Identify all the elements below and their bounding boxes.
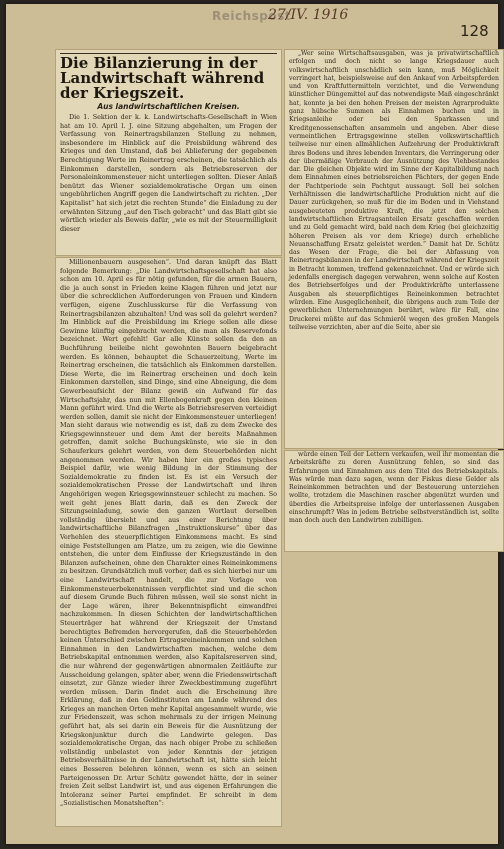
article-column-c: „Wer seine Wirtschaftsausgaben, was ja privatwirtschaftlich erfolgen und doch nicht so lange Kriegsdauer auch volkswirtschaftlich unschädlich sein kann, muß Möglichkeit verringert hat, beispielsweise auf den Ankauf von Arbeitspferden und von Kraftfuttermitteln verzichtet, und die Verwendung künstlicher Düngemittel auf das notwendigste Maß eingeschränkt hat, konnte ja bei den hohen Preisen der meisten Agrarprodukte ganz hübsche Summen als Einnahmen buchen und in Kriegsanleihe oder bei den Sparkassen und Kreditgenossenschaften ansammeln und angeben. Aber diese vermeintlichen Ertragsgewinne stellen volkswirtschaftlich teilweise nur einen allmählichen Aufzehrung der Produktivkraft ihres Bodens und ihres lebenden Inventars, die Verringerung oder der übermäßige Verbrauch der Ausnützung des Viehbestandes dar. Die gleichen Objekte wird im Sinne der Kapitalbildung nach dem Einnahmen eines betriebsreichen Pächters, der gegen Ende der Pachtperiode sein Pachtgut aussaugt. Soll bei solchen Verhältnissen die landwirtschaftliche Produktion nicht auf die Dauer zurückgehen, so muß für die im Boden und in Viehstand ausgebeuteten produktive Kraft, die jetzt den solchen landwirtschaftlichen Ertragsanteilen Ersatz geschaffen werden und zu Geld gemacht wird, bald nach dem Krieg (bei gleichzeitig höheren Preisen als vor dem Kriege) durch erhebliche Neuanschaffung Ersatz geleistet werden.“ Damit hat Dr. Schütz das Wesen der Frage, die bei der Abfassung von Reinertragsbilanzen in der Landwirtschaft während der Kriegszeit in Betracht kommen, treffend gekennzeichnet. Und er würde sich jedenfalls energisch dagegen verwahren, wenn solche auf Kosten des Betriebserfolges und der Produktivkräfte unterlassene Ausgaben als steuerpflichtiges Reineinkommen betrachtet würden. Eine Ausgeglichenheit, die übrigens auch zum Teile der gewerblichen Unternehmungen berührt, wäre für Fall, eine Druckerei müßte auf das Schmieröl wegen des großen Mangels teilweise verzichten, aber auf die Seite, aber sie <box>289 50 499 331</box>
article-title: Die Bilanzierung in der Landwirtschaft während der Kriegszeit. <box>60 53 277 101</box>
clipping-headline <box>55 49 282 256</box>
clipping-column-right-bottom <box>284 450 504 552</box>
newspaper-stamp: Reichspost <box>212 9 292 23</box>
page-number: 128 <box>460 22 489 40</box>
article-column-d: würde einen Teil der Lettern verkaufen, weil ihr momentan die Arbeitskräfte zu deren Ausnützung fehlen, so sind das Erfahrungen und Einnahmen aus dem Titel des Betriebskapitals. Was würde man dazu sagen, wenn der Fiskus diese Gelder als Reineinkommen betrachten und der Besteuerung unterziehen wollte, trotzdem die Maschinen rascher abgenützt wurden und überdies die Arbeitspreise infolge der unterlassenen Ausgaben einschrumpft? Was in jedem Betriebe selbstverständlich ist, sollte man doch auch den Landwirten zubilligen. <box>289 451 499 525</box>
handwritten-date: 27/IV. 1916 <box>268 7 349 23</box>
scrapbook-page <box>6 4 498 844</box>
clipping-column-left <box>55 257 282 827</box>
article-intro: Die 1. Sektion der k. k. Landwirtschafts-Gesellschaft in Wien hat am 10. April l. J. eine Sitzung abgehalten, um Fragen der Verfassung von Reinertragsbilanzen Stellung zu nehmen, insbesondere im Hinblick auf die Preisbildung während des Krieges und den Umstand, daß bei Ablieferung der gegebenen Berechtigung Werte im Reinertrag erscheinen, die tatsächlich als Einkommen darstellen, sondern als Betriebsreserven der Personaleinkommensteuer nicht unterliegen sollten. Dieser Anlaß benützt das Wiener sozialdemokratische Organ um einen ungebührlichen Angriff gegen die Landwirtschaft zu richten. „Der Kapitalist“ hat sich jetzt die rechten Stunde“ die Einladung zu der erwähnten Sitzung „auf den Tisch gebracht“ und das Blatt gibt sie wörtlich wieder als Beweis dafür, „wie es mit der Steuermilligkeit dieser <box>60 113 277 233</box>
article-column-b: Millionenbauern ausgesehen“. Und daran knüpft das Blatt folgende Bemerkung: „Die Landwirtschaftsgesellschaft hat also schon am 10. April es für nötig gefunden, für die armen Bauern, die ja auch sonst in Frieden keine Klagen führen und jetzt nur über die schrecklichen Aufforderungen von Frauen und Kindern verfügen, eigene Zuschlusskurse für die Verfassung von Reinertragsbilanzen abzuhalten! Und was soll da gelehrt werden? Im Hinblick auf die Preisbildung im Kriege sollen alle diese Gewinne künftig eingebracht werden, die man als Reservefonds bezeichnet. Wert gefehlt! Gar alle Künste sollen da den an Buchführung beileibe nicht gewohnten Bauern beigebracht werden. Es können, behauptet die Schauerzeitung, Werte im Reinertrag erscheinen, die tatsächlich als Einkommen darstellen. Diese Werte, die im Reinertrag erscheinen und doch kein Einkommen darstellen, sind Dinge, sind eine Abneigung, die dem Gewerbeaufsicht der Bilanz gewiß ein Aufwand für das Wirtschaftsjahr, das nun mit Ellenbogenkraft gegen den kleinen Mann geführt wird. Und die Werte als Betriebsreserven verteidigt werden sollen, damit sie nicht der Einkommensteuer unterliegen! Man sieht daraus wie notwendig es ist, daß zu dem Zwecke des Kriegsgewinnsteuer und dem Amt der bereits Maßnahmen getroffen, damit solche Buchungskünste, wie sie in den Schauferkurs gelehrt werden, von dem Steuerbehörden nicht angenommen werden. Wir haben hier ein großes typisches Beispiel dafür, wie wenig Bildung in der Stimmung der Sozialdemokratie zu finden ist. Es ist ein Versuch der sozialdemokratischen Presse der Landwirtschaft und ihren Angehörigen wegen Kriegsgewinnsteuer schlecht zu machen. So weit geht jenes Blatt darin, daß es den Zweck der Sitzungseinladung, sowie den ganzen Wortlaut derselben vollständig übersieht und aus einer Berichtung über landwirtschaftliche Bilanzfragen „Instruktionskurse“ über das Verhehlen des steuerpflichtigen Einkommens macht. Es sind einige Feststellungen am Platze, um zu zeigen, wie die Gewinne entstehen, die unter dem Einflusse der Kriegszustände in den Bilanzen aufscheinen, ohne den Charakter eines Reineinkommens zu besitzen. Grundsätzlich muß vorher, daß es sich hierbei nur um eine Landwirtschaft handelt, die zur Vorlage von Einkommensteuerbekenntnissen verpflichtet sind und die schon auf diesem Grunde Buch führen müssen, weil sie sonst nicht in der Lage wären, ihrer Bekenntnispflicht einwandfrei nachzukommen. In diesen Schichten der landwirtschaftlichen Steuerträger hat während der Kriegszeit der Umstand berechtigtes Befremden hervorgerufen, daß die Steuerbehörden keinen Unterschied zwischen Ertragsreineinkommen und solchen Einnahmen in den Landwirtschaften machen, welche dem Betriebskapital entnommen werden, also Kapitalsreserven sind, die nur während der gegenwärtigen abnormalen Zeitläufte zur Ausscheidung gelangen, später aber, wenn die Friedenswirtschaft einsetzt, zur Gänze wieder ihrer Zweckbestimmung zugeführt werden müssen. Darin findet auch die Erscheinung ihre Erklärung, daß in den Geldinstituten am Lande während des Krieges an manchen Orten mehr Kapital angesammelt wurde, wie zur Friedenszeit, was schon mehrmals zu der irrigen Meinung geführt hat, als sei darin ein Beweis für die Ausnützung der Kriegskonjunktur durch die Landwirte gelegen. Das sozialdemokratische Organ, das nach obiger Probe zu schließen vollständig unbelastet von jeder Kenntnis der jetzigen Betriebsverhältnisse in der Landwirtschaft ist, hätte sich leicht eines Besseren belehren können, wenn es sich an seinen Parteigenossen Dr. Artur Schütz gewendet hätte, der in seiner freien Zeit selbst Landwirt ist, und aus eigenen Erfahrungen die Intoleranz seiner Partei empfindet. Er schreibt in dem „Sozialistischen Monatsheften“: <box>60 258 277 808</box>
article-subtitle: Aus landwirtschaftlichen Kreisen. <box>97 102 240 111</box>
clipping-column-right-top <box>284 49 504 449</box>
